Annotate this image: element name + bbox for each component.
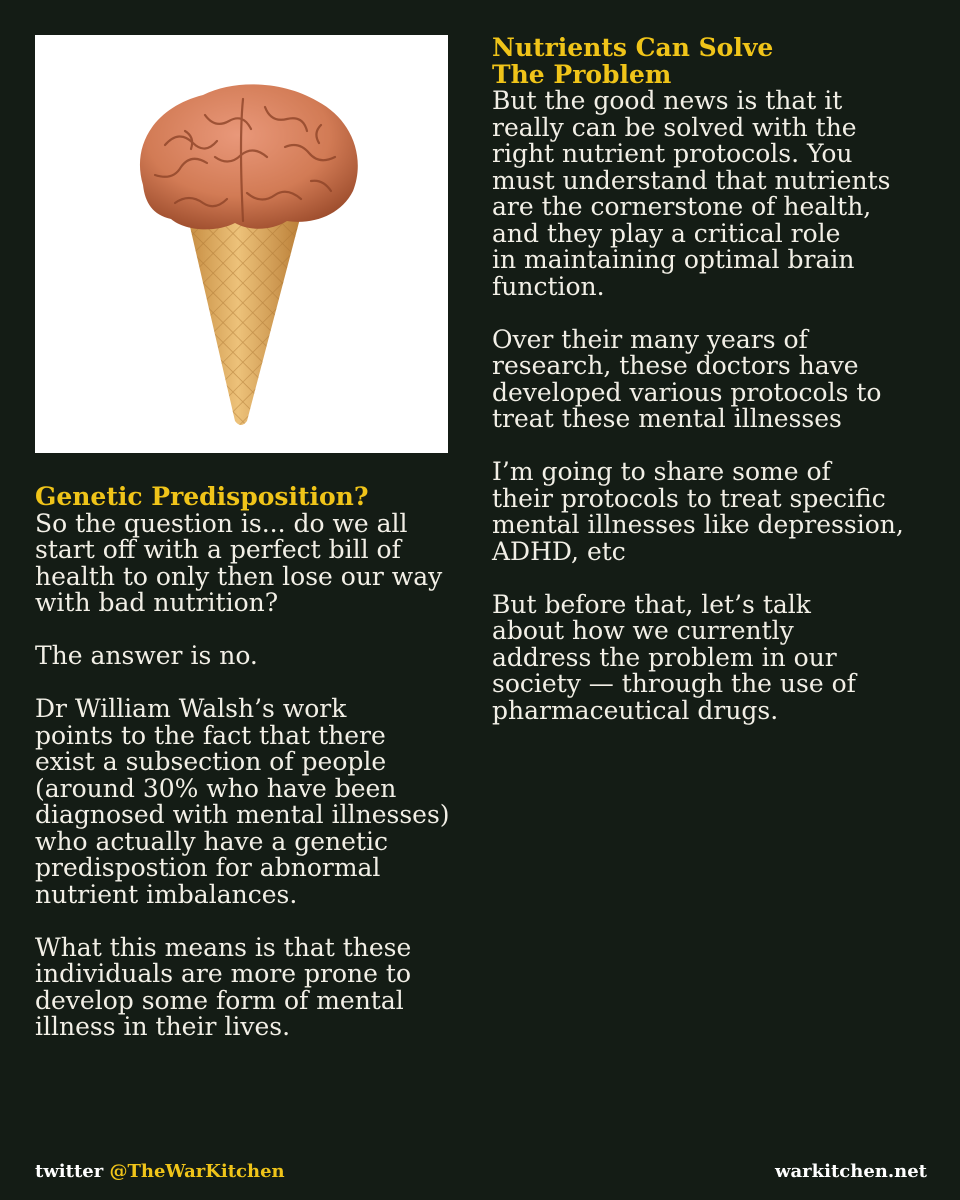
- twitter-label: twitter: [35, 1161, 104, 1182]
- nutrients-heading-line-1: Nutrients Can Solve: [492, 33, 774, 62]
- right-paragraph-4: But before that, let’s talk about how we currently address the problem in our society — through the use of pharmaceutical drugs.: [492, 589, 856, 725]
- website-link[interactable]: warkitchen.net: [775, 1161, 927, 1182]
- brain-cone-image: [35, 35, 448, 453]
- twitter-credit: [35, 1160, 285, 1184]
- right-paragraph-3: I’m going to share some of their protocols to treat specific mental illnesses like depression, ADHD, etc: [492, 457, 904, 566]
- left-paragraph-2: The answer is no.: [35, 641, 258, 670]
- genetic-predisposition-heading: Genetic Predisposition?: [35, 482, 369, 511]
- left-paragraph-4: What this means is that these individuals are more prone to develop some form of mental illness in their lives.: [35, 932, 412, 1041]
- right-column: [492, 35, 932, 751]
- right-paragraph-2: Over their many years of research, these doctors have developed various protocols to treat these mental illnesses: [492, 324, 882, 433]
- nutrients-heading-line-2: The Problem: [492, 59, 672, 89]
- left-paragraph-1: So the question is... do we all start off with a perfect bill of health to only then lose our way with bad nutrition?: [35, 508, 443, 617]
- brain-ice-cream-icon: [35, 35, 448, 453]
- brain-shape: [140, 84, 358, 229]
- left-paragraph-3: Dr William Walsh’s work points to the fact that there exist a subsection of people (around 30% who have been diagnosed with mental illnesses) who actually have a genetic predispostion for abnormal nutrient imbalances.: [35, 694, 450, 909]
- cone-waffle-pattern: [185, 205, 303, 425]
- left-column: [35, 484, 475, 1067]
- twitter-handle[interactable]: @TheWarKitchen: [109, 1161, 285, 1182]
- right-paragraph-1: But the good news is that it really can be solved with the right nutrient protocols. You must understand that nutrients are the cornerstone of health, and they play a critical role in maintaining optimal brain function.: [492, 86, 891, 301]
